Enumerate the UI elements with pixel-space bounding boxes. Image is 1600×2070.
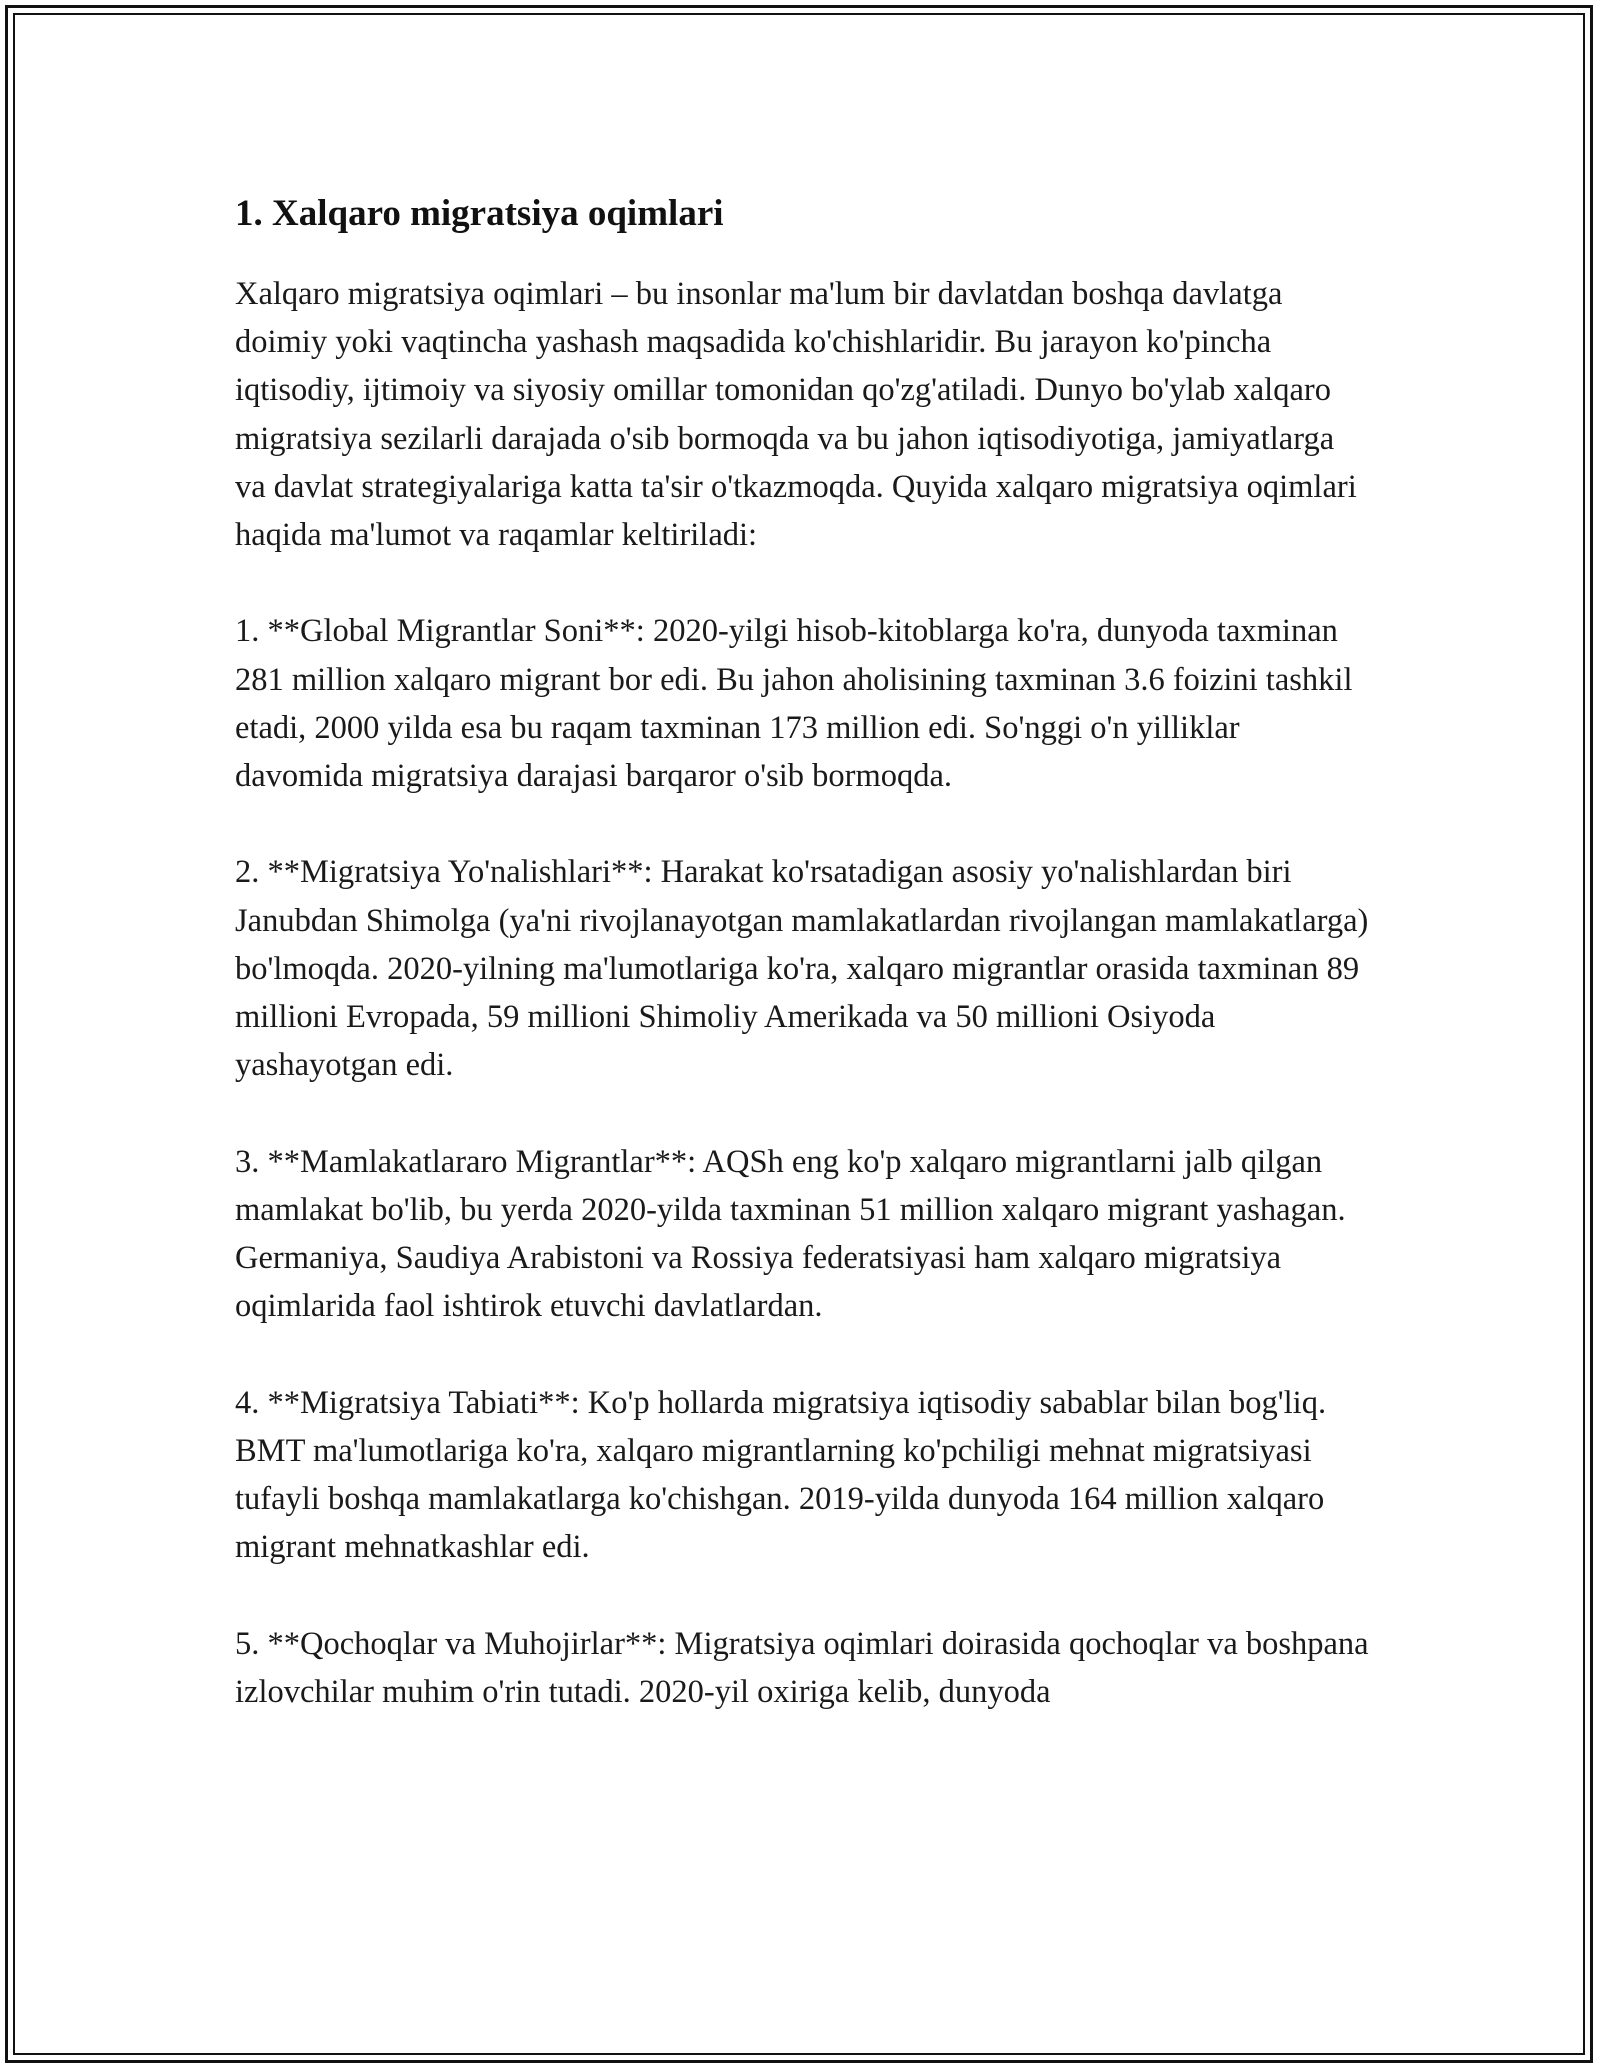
- document-body: [235, 190, 1370, 1716]
- intro-paragraph: Xalqaro migratsiya oqimlari – bu insonlar ma'lum bir davlatdan boshqa davlatga doimiy yoki vaqtincha yashash maqsadida ko'chishlaridir. Bu jarayon ko'pincha iqtisodiy, ijtimoiy va siyosiy omillar tomonidan qo'zg'atiladi. Dunyo bo'ylab xalqaro migratsiya sezilarli darajada o'sib bormoqda va bu jahon iqtisodiyotiga, jamiyatlarga va davlat strategiyalariga katta ta'sir o'tkazmoqda. Quyida xalqaro migratsiya oqimlari haqida ma'lumot va raqamlar keltiriladi:: [235, 276, 1357, 554]
- list-item-migration-nature: 4. **Migratsiya Tabiati**: Ko'p hollarda migratsiya iqtisodiy sabablar bilan bog'liq. BMT ma'lumotlariga ko'ra, xalqaro migrantlarning ko'pchiligi mehnat migratsiyasi tufayli boshqa mamlakatlarga ko'chishgan. 2019-yilda dunyoda 164 million xalqaro migrant mehnatkashlar edi.: [235, 1384, 1327, 1566]
- section-heading: 1. Xalqaro migratsiya oqimlari: [235, 193, 724, 234]
- list-item-global-migrants: 1. **Global Migrantlar Soni**: 2020-yilgi hisob-kitoblarga ko'ra, dunyoda taxminan 281 million xalqaro migrant bor edi. Bu jahon aholisining taxminan 3.6 foizini tashkil etadi, 2000 yilda esa bu raqam taxminan 173 million edi. So'nggi o'n yilliklar davomida migratsiya darajasi barqaror o'sib bormoqda.: [235, 613, 1353, 795]
- list-item-migration-directions: 2. **Migratsiya Yo'nalishlari**: Harakat ko'rsatadigan asosiy yo'nalishlardan biri Janubdan Shimolga (ya'ni rivojlanayotgan mamlakatlardan rivojlangan mamlakatlarga) bo'lmoqda. 2020-yilning ma'lumotlariga ko'ra, xalqaro migrantlar orasida taxminan 89 millioni Evropada, 59 millioni Shimoliy Amerikada va 50 millioni Osiyoda yashayotgan edi.: [235, 854, 1369, 1084]
- list-item-refugees: 5. **Qochoqlar va Muhojirlar**: Migratsiya oqimlari doirasida qochoqlar va boshpana izlovchilar muhim o'rin tutadi. 2020-yil oxiriga kelib, dunyoda: [235, 1625, 1369, 1710]
- list-item-country-migrants: 3. **Mamlakatlararo Migrantlar**: AQSh eng ko'p xalqaro migrantlarni jalb qilgan mamlakat bo'lib, bu yerda 2020-yilda taxminan 51 million xalqaro migrant yashagan. Germaniya, Saudiya Arabistoni va Rossiya federatsiyasi ham xalqaro migratsiya oqimlarida faol ishtirok etuvchi davlatlardan.: [235, 1143, 1346, 1325]
